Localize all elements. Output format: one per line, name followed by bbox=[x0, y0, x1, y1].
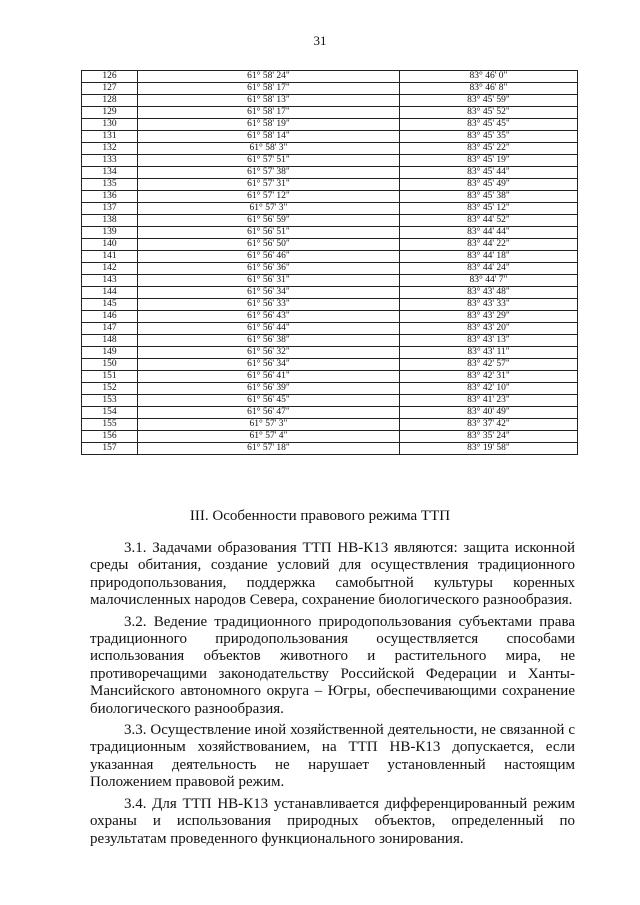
latitude-cell: 61° 57' 4" bbox=[138, 431, 400, 443]
table-row bbox=[82, 359, 578, 371]
latitude-cell: 61° 57' 18" bbox=[138, 443, 400, 455]
paragraph-3-1: 3.1. Задачами образования ТТП НВ-К13 являются: защита исконной среды обитания, создание условий для осуществления традиционного природопользования, поддержка самобытной культуры коренных малочисленных народов Севера, сохранение биологического разнообразия. bbox=[90, 540, 575, 609]
point-number-cell: 139 bbox=[82, 227, 138, 239]
point-number-cell: 126 bbox=[82, 71, 138, 83]
point-number-cell: 135 bbox=[82, 179, 138, 191]
table-row bbox=[82, 251, 578, 263]
latitude-cell: 61° 56' 32" bbox=[138, 347, 400, 359]
latitude-cell: 61° 56' 31" bbox=[138, 275, 400, 287]
point-number-cell: 146 bbox=[82, 311, 138, 323]
table-row bbox=[82, 71, 578, 83]
table-row bbox=[82, 167, 578, 179]
latitude-cell: 61° 56' 43" bbox=[138, 311, 400, 323]
coordinates-table bbox=[81, 70, 578, 455]
latitude-cell: 61° 58' 24" bbox=[138, 71, 400, 83]
longitude-cell: 83° 37' 42" bbox=[400, 419, 578, 431]
table-row bbox=[82, 203, 578, 215]
latitude-cell: 61° 56' 36" bbox=[138, 263, 400, 275]
table-row bbox=[82, 347, 578, 359]
latitude-cell: 61° 57' 51" bbox=[138, 155, 400, 167]
point-number-cell: 147 bbox=[82, 323, 138, 335]
longitude-cell: 83° 43' 33" bbox=[400, 299, 578, 311]
latitude-cell: 61° 56' 41" bbox=[138, 371, 400, 383]
table-row bbox=[82, 311, 578, 323]
point-number-cell: 149 bbox=[82, 347, 138, 359]
latitude-cell: 61° 58' 19" bbox=[138, 119, 400, 131]
latitude-cell: 61° 57' 31" bbox=[138, 179, 400, 191]
longitude-cell: 83° 44' 44" bbox=[400, 227, 578, 239]
longitude-cell: 83° 41' 23" bbox=[400, 395, 578, 407]
section-body bbox=[90, 540, 575, 852]
longitude-cell: 83° 45' 52" bbox=[400, 107, 578, 119]
table-row bbox=[82, 215, 578, 227]
latitude-cell: 61° 57' 38" bbox=[138, 167, 400, 179]
table-row bbox=[82, 299, 578, 311]
longitude-cell: 83° 43' 13" bbox=[400, 335, 578, 347]
longitude-cell: 83° 45' 45" bbox=[400, 119, 578, 131]
table-row bbox=[82, 119, 578, 131]
latitude-cell: 61° 56' 59" bbox=[138, 215, 400, 227]
longitude-cell: 83° 44' 7" bbox=[400, 275, 578, 287]
point-number-cell: 132 bbox=[82, 143, 138, 155]
latitude-cell: 61° 56' 33" bbox=[138, 299, 400, 311]
point-number-cell: 138 bbox=[82, 215, 138, 227]
point-number-cell: 150 bbox=[82, 359, 138, 371]
latitude-cell: 61° 56' 45" bbox=[138, 395, 400, 407]
longitude-cell: 83° 45' 49" bbox=[400, 179, 578, 191]
latitude-cell: 61° 58' 14" bbox=[138, 131, 400, 143]
point-number-cell: 140 bbox=[82, 239, 138, 251]
point-number-cell: 137 bbox=[82, 203, 138, 215]
table-row bbox=[82, 227, 578, 239]
latitude-cell: 61° 56' 50" bbox=[138, 239, 400, 251]
table-row bbox=[82, 323, 578, 335]
point-number-cell: 148 bbox=[82, 335, 138, 347]
table-row bbox=[82, 83, 578, 95]
longitude-cell: 83° 42' 57" bbox=[400, 359, 578, 371]
section-heading: III. Особенности правового режима ТТП bbox=[189, 508, 451, 524]
longitude-cell: 83° 43' 11" bbox=[400, 347, 578, 359]
table-row bbox=[82, 191, 578, 203]
table-row bbox=[82, 179, 578, 191]
latitude-cell: 61° 56' 34" bbox=[138, 287, 400, 299]
longitude-cell: 83° 42' 31" bbox=[400, 371, 578, 383]
latitude-cell: 61° 57' 12" bbox=[138, 191, 400, 203]
longitude-cell: 83° 46' 0" bbox=[400, 71, 578, 83]
table-row bbox=[82, 383, 578, 395]
table-row bbox=[82, 431, 578, 443]
latitude-cell: 61° 57' 3" bbox=[138, 203, 400, 215]
paragraph-3-3: 3.3. Осуществление иной хозяйственной деятельности, не связанной с традиционным хозяйствованием, на ТТП НВ-К13 допускается, если указанная деятельность не нарушает установленный настоящим Положением правовой режим. bbox=[90, 722, 575, 791]
longitude-cell: 83° 44' 22" bbox=[400, 239, 578, 251]
point-number-cell: 157 bbox=[82, 443, 138, 455]
table-row bbox=[82, 263, 578, 275]
point-number-cell: 130 bbox=[82, 119, 138, 131]
longitude-cell: 83° 45' 12" bbox=[400, 203, 578, 215]
point-number-cell: 155 bbox=[82, 419, 138, 431]
point-number-cell: 156 bbox=[82, 431, 138, 443]
paragraph-3-4: 3.4. Для ТТП НВ-К13 устанавливается дифференцированный режим охраны и использования природных объектов, определенный по результатам проведенного функционального зонирования. bbox=[90, 795, 575, 847]
point-number-cell: 134 bbox=[82, 167, 138, 179]
longitude-cell: 83° 45' 59" bbox=[400, 95, 578, 107]
paragraph-3-2: 3.2. Ведение традиционного природопользования субъектами права традиционного природопользования осуществляется способами использования объектов животного и растительного мира, не противоречащими законодательству Российской Федерации и Ханты-Мансийского автономного округа – Югры, обеспечивающими сохранение биологического разнообразия. bbox=[90, 613, 575, 717]
table-row bbox=[82, 107, 578, 119]
point-number-cell: 133 bbox=[82, 155, 138, 167]
longitude-cell: 83° 43' 29" bbox=[400, 311, 578, 323]
point-number-cell: 142 bbox=[82, 263, 138, 275]
point-number-cell: 143 bbox=[82, 275, 138, 287]
page-number: 31 bbox=[313, 33, 327, 48]
table-row bbox=[82, 239, 578, 251]
point-number-cell: 129 bbox=[82, 107, 138, 119]
table-row bbox=[82, 131, 578, 143]
longitude-cell: 83° 44' 18" bbox=[400, 251, 578, 263]
longitude-cell: 83° 45' 44" bbox=[400, 167, 578, 179]
table-row bbox=[82, 371, 578, 383]
point-number-cell: 145 bbox=[82, 299, 138, 311]
latitude-cell: 61° 58' 13" bbox=[138, 95, 400, 107]
latitude-cell: 61° 56' 51" bbox=[138, 227, 400, 239]
table-row bbox=[82, 275, 578, 287]
latitude-cell: 61° 56' 39" bbox=[138, 383, 400, 395]
table-row bbox=[82, 335, 578, 347]
table-row bbox=[82, 155, 578, 167]
table-row bbox=[82, 287, 578, 299]
latitude-cell: 61° 56' 44" bbox=[138, 323, 400, 335]
latitude-cell: 61° 56' 38" bbox=[138, 335, 400, 347]
longitude-cell: 83° 46' 8" bbox=[400, 83, 578, 95]
longitude-cell: 83° 35' 24" bbox=[400, 431, 578, 443]
point-number-cell: 141 bbox=[82, 251, 138, 263]
point-number-cell: 154 bbox=[82, 407, 138, 419]
point-number-cell: 152 bbox=[82, 383, 138, 395]
table-row bbox=[82, 95, 578, 107]
longitude-cell: 83° 44' 52" bbox=[400, 215, 578, 227]
latitude-cell: 61° 58' 17" bbox=[138, 107, 400, 119]
table-row bbox=[82, 443, 578, 455]
point-number-cell: 136 bbox=[82, 191, 138, 203]
table-row bbox=[82, 419, 578, 431]
latitude-cell: 61° 56' 47" bbox=[138, 407, 400, 419]
coordinates-table-body bbox=[82, 71, 578, 455]
latitude-cell: 61° 58' 17" bbox=[138, 83, 400, 95]
latitude-cell: 61° 57' 3" bbox=[138, 419, 400, 431]
point-number-cell: 127 bbox=[82, 83, 138, 95]
latitude-cell: 61° 58' 3" bbox=[138, 143, 400, 155]
latitude-cell: 61° 56' 34" bbox=[138, 359, 400, 371]
point-number-cell: 131 bbox=[82, 131, 138, 143]
table-row bbox=[82, 395, 578, 407]
longitude-cell: 83° 45' 35" bbox=[400, 131, 578, 143]
point-number-cell: 153 bbox=[82, 395, 138, 407]
latitude-cell: 61° 56' 46" bbox=[138, 251, 400, 263]
point-number-cell: 128 bbox=[82, 95, 138, 107]
longitude-cell: 83° 40' 49" bbox=[400, 407, 578, 419]
table-row bbox=[82, 143, 578, 155]
point-number-cell: 144 bbox=[82, 287, 138, 299]
longitude-cell: 83° 19' 58" bbox=[400, 443, 578, 455]
point-number-cell: 151 bbox=[82, 371, 138, 383]
longitude-cell: 83° 44' 24" bbox=[400, 263, 578, 275]
longitude-cell: 83° 43' 20" bbox=[400, 323, 578, 335]
longitude-cell: 83° 45' 22" bbox=[400, 143, 578, 155]
longitude-cell: 83° 43' 48" bbox=[400, 287, 578, 299]
table-row bbox=[82, 407, 578, 419]
longitude-cell: 83° 45' 38" bbox=[400, 191, 578, 203]
longitude-cell: 83° 42' 10" bbox=[400, 383, 578, 395]
longitude-cell: 83° 45' 19" bbox=[400, 155, 578, 167]
